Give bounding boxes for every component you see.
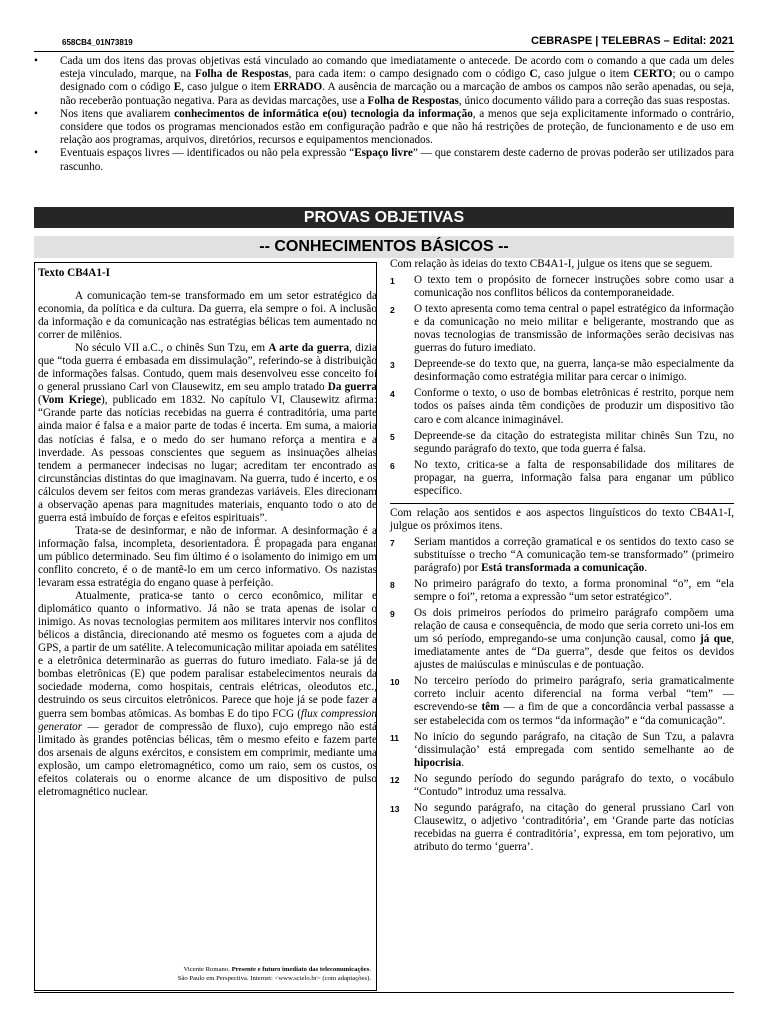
- bold-run: ERRADO: [273, 81, 323, 94]
- text-run: No primeiro parágrafo do texto, a forma pronominal “o”, em “ela sempre o foi”, retoma a expressão “um setor estratégico”.: [414, 578, 734, 604]
- text-run: Conforme o texto, o uso de bombas eletrônicas é restrito, porque nem todos os países ainda têm condições de produzir um dispositivo tão caro e com alcance inimaginável.: [414, 387, 734, 426]
- instruction-text: [60, 147, 734, 172]
- text-run: No século VII a.C., o chinês Sun Tzu, em: [75, 342, 269, 355]
- text-run: Os dois primeiros períodos do primeiro parágrafo compõem uma relação de causa e consequência, de modo que seria correto uni-los em um só período, empregando-se uma conjunção causal, como: [414, 607, 734, 646]
- text-run: ; ou o campo designado com o código: [60, 68, 734, 94]
- item-number: 9: [390, 609, 395, 620]
- text-paragraph: [38, 590, 377, 799]
- question-item: [390, 387, 734, 426]
- text-paragraph: [38, 525, 377, 590]
- source-citation: [178, 965, 371, 974]
- text-run: , caso julgue o item: [537, 68, 634, 81]
- question-item: [390, 578, 734, 604]
- bold-run: E: [173, 81, 182, 94]
- item-number: 6: [390, 460, 395, 471]
- bold-run: Folha de Respostas: [194, 68, 289, 81]
- item-text: [414, 430, 734, 455]
- item-number: 13: [390, 803, 400, 814]
- text-run: Atualmente, pratica-se tanto o cerco econômico, militar e diplomático quanto o informativo. Já não se trata apenas de isolar o inimigo. As novas tecnologias permitem aos militares intervir nos conflitos bélicos a distância, direcionando até mesmo os foguetes com a ajuda de GPS, a partir de um satélite. A telecomunicação militar apoiada em satélites e a eletrônica determinarão as guerras do futuro imediato. Fala-se já de bombas eletrônicas (E) que podem paralisar estabelecimentos neurais da sociedade moderna, como hospitais, centrais elétricas, oleodutos etc., destruindo os seus circuitos eletrônicos. Parece que hoje já se pode fazer a guerra sem bombas atômicas. As bombas E do tipo FCG (: [38, 590, 377, 720]
- group-intro: Com relação aos sentidos e aos aspectos linguísticos do texto CB4A1-I, julgue os próximos itens.: [390, 506, 734, 532]
- text-run: O texto tem o propósito de fornecer instruções sobre como usar a comunicação nos conflitos bélicos da contemporaneidade.: [414, 274, 734, 300]
- item-number: 8: [390, 580, 395, 591]
- text-run: Cada um dos itens das provas objetivas está vinculado ao comando que imediatamente o antecede. De acordo com o comando a que cada um deles esteja vinculado, marque, na: [60, 55, 734, 81]
- text-run: ), publicado em 1832. No capítulo VI, Clausewitz afirma: “Grande parte das notícias recebidas na guerra é contraditória, uma parte ainda maior é falsa e a maior parte de todas é incerta. Em suma, a maioria das notícias é falsa, e o medo do ser humano reforça a mentira e a inverdade. As pessoas conscientes que seguem as insinuações alheias tendem a permanecer indecisas no lugar; acreditam ter encontrado as circunstâncias distintas do que imaginavam. Na guerra, tudo é incerto, e os cálculos devem ser feitos com meras grandezas variáveis. Eles direcionam a observação apenas para magnitudes materiais, enquanto todo o ato de guerra está imbuído de forças e efeitos espirituais”.: [38, 394, 377, 524]
- exam-title: CEBRASPE | TELEBRAS – Edital: 2021: [531, 35, 734, 47]
- bullet-icon: •: [34, 107, 38, 120]
- question-item: [390, 303, 734, 355]
- item-text: [414, 387, 734, 425]
- bold-run: C: [529, 68, 538, 81]
- bold-run: CERTO: [633, 68, 673, 81]
- bold-run: Presente e futuro imediato das telecomunicações: [231, 966, 370, 973]
- text-run: — a fim de que a concordância verbal passasse a ser estabelecida com os termos “da informação” e “da comunicação”.: [414, 701, 734, 727]
- text-body: [38, 290, 377, 799]
- item-number: 12: [390, 774, 400, 785]
- bold-run: hipocrisia: [414, 756, 462, 769]
- text-run: , para cada item: o campo designado com o código: [288, 68, 530, 81]
- item-text: [414, 358, 734, 383]
- text-run: . A ausência de marcação ou a marcação de ambos os campos não serão apenadas, ou seja, não receberão pontuação negativa. Para as devidas marcações, use a: [60, 81, 734, 107]
- instruction-item: [34, 108, 734, 148]
- text-run: , único documento válido para a correção das suas respostas.: [458, 94, 731, 107]
- text-run: Nos itens que avaliarem: [60, 107, 175, 120]
- text-run: O texto apresenta como tema central o papel estratégico da informação e da comunicação no meio militar e beligerante, mostrando que as novas tecnologias de transmissão de informações serão decisivas nas guerras do futuro imediato.: [414, 303, 734, 355]
- subsection-title: -- CONHECIMENTOS BÁSICOS --: [34, 236, 734, 258]
- text-paragraph: [38, 342, 377, 525]
- item-text: [414, 274, 734, 299]
- bold-run: A arte da guerra: [268, 342, 350, 355]
- bold-run: Da guerra: [327, 381, 377, 394]
- instruction-item: [34, 147, 734, 173]
- item-text: [414, 731, 734, 769]
- item-number: 2: [390, 305, 395, 316]
- item-number: 3: [390, 360, 395, 371]
- question-item: [390, 459, 734, 498]
- item-text: [414, 675, 734, 726]
- item-text: [414, 802, 734, 853]
- item-list: [390, 536, 734, 854]
- italic-run: flux compression generator: [38, 707, 377, 733]
- question-item: [390, 358, 734, 384]
- text-run: Depreende-se da citação do estrategista militar chinês Sun Tzu, no segundo parágrafo do texto, que toda guerra é falsa.: [414, 429, 734, 455]
- text-run: , dizia que “toda guerra é embasada em dissimulação”, referindo-se à distribuição de informações falsas. Contudo, quem mais desenvolveu esse conceito foi o general prussiano Carl von Clausewitz, em seu amplo tratado: [38, 342, 377, 394]
- question-item: [390, 675, 734, 727]
- item-number: 11: [390, 732, 399, 743]
- text-title: Texto CB4A1-I: [38, 267, 110, 279]
- question-item: [390, 773, 734, 799]
- bullet-icon: •: [34, 147, 38, 160]
- text-run: .: [461, 756, 465, 769]
- text-run: Trata-se de desinformar, e não de informar. A desinformação é a informação falsa, incompleta, desorientadora. É propagada para enganar um público determinado. Seu fim último é o isolamento do inimigo em um conflito concreto, é o de mantê-lo em um cerco informativo. Os nazistas levaram essa estratégia do engano quase à perfeição.: [38, 524, 377, 590]
- item-list: [390, 274, 734, 498]
- text-paragraph: [38, 290, 377, 342]
- text-run: .: [369, 966, 371, 973]
- text-run: , caso julgue o item: [181, 81, 274, 94]
- page-header: [34, 35, 734, 49]
- item-text: [414, 773, 734, 798]
- question-group: [390, 258, 734, 498]
- text-run: Eventuais espaços livres — identificados ou não pela expressão “: [60, 147, 355, 160]
- text-run: — gerador de compressão de fluxo), cujo emprego não está limitado às grandes potências bélicas, têm o mesmo efeito e fazem parte dos arsenais de alguns exércitos, e consistem em comprimir, mediante uma explosão, um campo eletromagnético, como um raio, sem os custos, os efeitos colaterais ou o enorme alcance de um dispositivo de pulso eletromagnético nuclear.: [38, 720, 377, 798]
- text-run: No terceiro período do primeiro parágrafo, seria gramaticalmente correto incluir acento diferencial na forma verbal “tem” — escrevendo-se: [414, 675, 734, 714]
- bullet-icon: •: [34, 55, 38, 67]
- bold-run: Folha de Respostas: [367, 94, 459, 107]
- item-number: 4: [390, 389, 395, 400]
- text-run: Seriam mantidos a correção gramatical e os sentidos do texto caso se substituísse o trecho “A comunicação tem-se transformado” (primeiro parágrafo) por: [414, 535, 734, 574]
- item-text: [414, 459, 734, 497]
- question-group: [390, 507, 734, 854]
- text-run: , imediatamente antes de “Da guerra”, desde que feitos os devidos ajustes de maiúsculas e minúsculas e de pontuação.: [414, 633, 734, 672]
- bold-run: Vom Kriege: [41, 394, 102, 407]
- text-run: .: [644, 561, 648, 574]
- group-divider: [390, 503, 734, 504]
- footer-divider: [34, 992, 734, 993]
- text-run: No início do segundo parágrafo, na citação de Sun Tzu, a palavra ‘dissimulação’ está empregada com sentido semelhante ao de: [414, 730, 734, 756]
- question-item: [390, 607, 734, 672]
- text-run: (: [38, 394, 42, 407]
- question-item: [390, 731, 734, 770]
- item-number: 10: [390, 677, 400, 688]
- booklet-code: 658CB4_01N73819: [62, 38, 133, 47]
- section-title: PROVAS OBJETIVAS: [34, 207, 734, 228]
- bold-run: têm: [481, 701, 500, 714]
- header-divider: [34, 51, 734, 52]
- bold-run: conhecimentos de informática e(ou) tecnologia da informação: [174, 107, 473, 120]
- item-number: 7: [390, 537, 395, 548]
- text-run: No segundo período do segundo parágrafo do texto, o vocábulo “Contudo” introduz uma ressalva.: [414, 772, 734, 798]
- item-text: [414, 578, 734, 603]
- group-intro: Com relação às ideias do texto CB4A1-I, julgue os itens que se seguem.: [390, 258, 713, 270]
- instruction-item: [34, 55, 734, 108]
- item-text: [414, 303, 734, 354]
- questions-column: [390, 258, 734, 857]
- question-item: [390, 536, 734, 575]
- question-item: [390, 274, 734, 300]
- source-url: São Paulo em Perspectiva. Internet: <www.scielo.br> (com adaptações).: [177, 975, 371, 982]
- bold-run: já que: [700, 633, 732, 646]
- item-text: [414, 607, 734, 671]
- bold-run: Está transformada a comunicação: [481, 561, 645, 574]
- text-run: ” — que constarem deste caderno de provas poderão ser utilizados para rascunho.: [60, 147, 734, 173]
- text-run: No texto, critica-se a falta de responsabilidade dos militares de propagar, na guerra, informação falsa para enganar um público específico.: [414, 458, 734, 497]
- text-run: No segundo parágrafo, na citação do general prussiano Carl von Clausewitz, o adjetivo ‘contraditória’, em ‘Grande parte das notícias recebidas na guerra é contraditória’, expressa, em tom pejorativo, um atributo do termo ‘guerra’.: [414, 801, 734, 853]
- text-run: Vicente Romano.: [183, 966, 232, 973]
- text-run: A comunicação tem-se transformado em um setor estratégico da economia, da política e da cultura. Da guerra, ela sempre o foi. A inclusão da informação e da comunicação nas estratégias bélicas tem aumentado no correr de milênios.: [38, 290, 377, 342]
- instructions-list: [34, 55, 734, 174]
- reading-text: [34, 262, 377, 991]
- instruction-text: [60, 55, 734, 107]
- text-run: Depreende-se do texto que, na guerra, lança-se mão especialmente da desinformação como estratégia militar para cercar o inimigo.: [414, 358, 734, 384]
- item-number: 5: [390, 431, 395, 442]
- question-item: [390, 802, 734, 854]
- text-run: , a menos que seja explicitamente informado o contrário, considere que todos os programas mencionados estão em configuração padrão e que não há restrições de proteção, de funcionamento e de uso em relação aos programas, arquivos, diretórios, recursos e equipamentos mencionados.: [60, 107, 735, 147]
- instruction-text: [60, 108, 734, 146]
- question-item: [390, 430, 734, 456]
- text-source: [178, 965, 371, 983]
- bold-run: Espaço livre: [354, 147, 413, 160]
- item-text: [414, 536, 734, 574]
- item-number: 1: [390, 276, 395, 287]
